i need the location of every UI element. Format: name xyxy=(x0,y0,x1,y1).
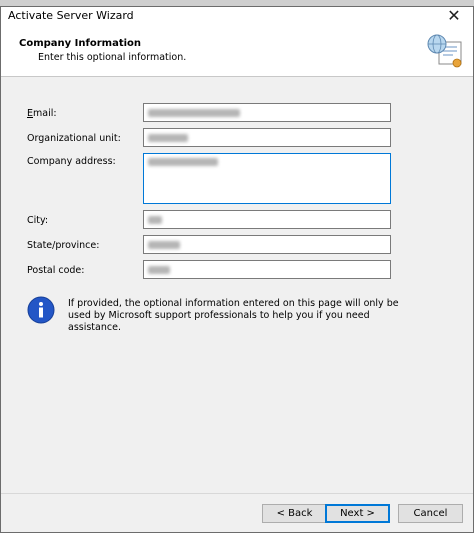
certificate-server-icon xyxy=(425,32,465,72)
postal-code-field[interactable] xyxy=(143,260,391,279)
company-address-label: Company address: xyxy=(27,156,116,167)
back-button[interactable] xyxy=(262,504,327,523)
redacted-value xyxy=(148,134,188,142)
info-icon xyxy=(27,296,55,324)
org-unit-label: Organizational unit: xyxy=(27,133,121,144)
city-label: City: xyxy=(27,215,49,226)
cancel-button[interactable] xyxy=(398,504,463,523)
postal-code-label: Postal code: xyxy=(27,265,85,276)
redacted-value xyxy=(148,241,180,249)
back-button-label: < Back xyxy=(276,508,313,519)
close-icon[interactable]: ✕ xyxy=(447,6,461,25)
header-title: Company Information xyxy=(19,38,142,49)
redacted-value xyxy=(148,158,218,166)
email-label: Email: xyxy=(27,108,57,119)
redacted-value xyxy=(148,216,162,224)
header-subtitle: Enter this optional information. xyxy=(38,52,187,63)
email-field[interactable] xyxy=(143,103,391,122)
city-field[interactable] xyxy=(143,210,391,229)
email-label-text: mail: xyxy=(33,108,57,119)
cancel-button-label: Cancel xyxy=(413,508,448,519)
state-label: State/province: xyxy=(27,240,100,251)
redacted-value xyxy=(148,266,170,274)
button-separator xyxy=(1,493,473,494)
company-address-field[interactable] xyxy=(143,153,391,204)
state-field[interactable] xyxy=(143,235,391,254)
next-button[interactable] xyxy=(325,504,390,523)
redacted-value xyxy=(148,109,240,117)
wizard-header xyxy=(1,26,473,77)
next-button-label: Next > xyxy=(340,508,375,519)
window-title: Activate Server Wizard xyxy=(8,9,134,22)
info-text: If provided, the optional information entered on this page will only be used by Microsoft support professionals to help you if you need assistance. xyxy=(68,298,399,333)
org-unit-field[interactable] xyxy=(143,128,391,147)
title-bar xyxy=(0,6,474,26)
